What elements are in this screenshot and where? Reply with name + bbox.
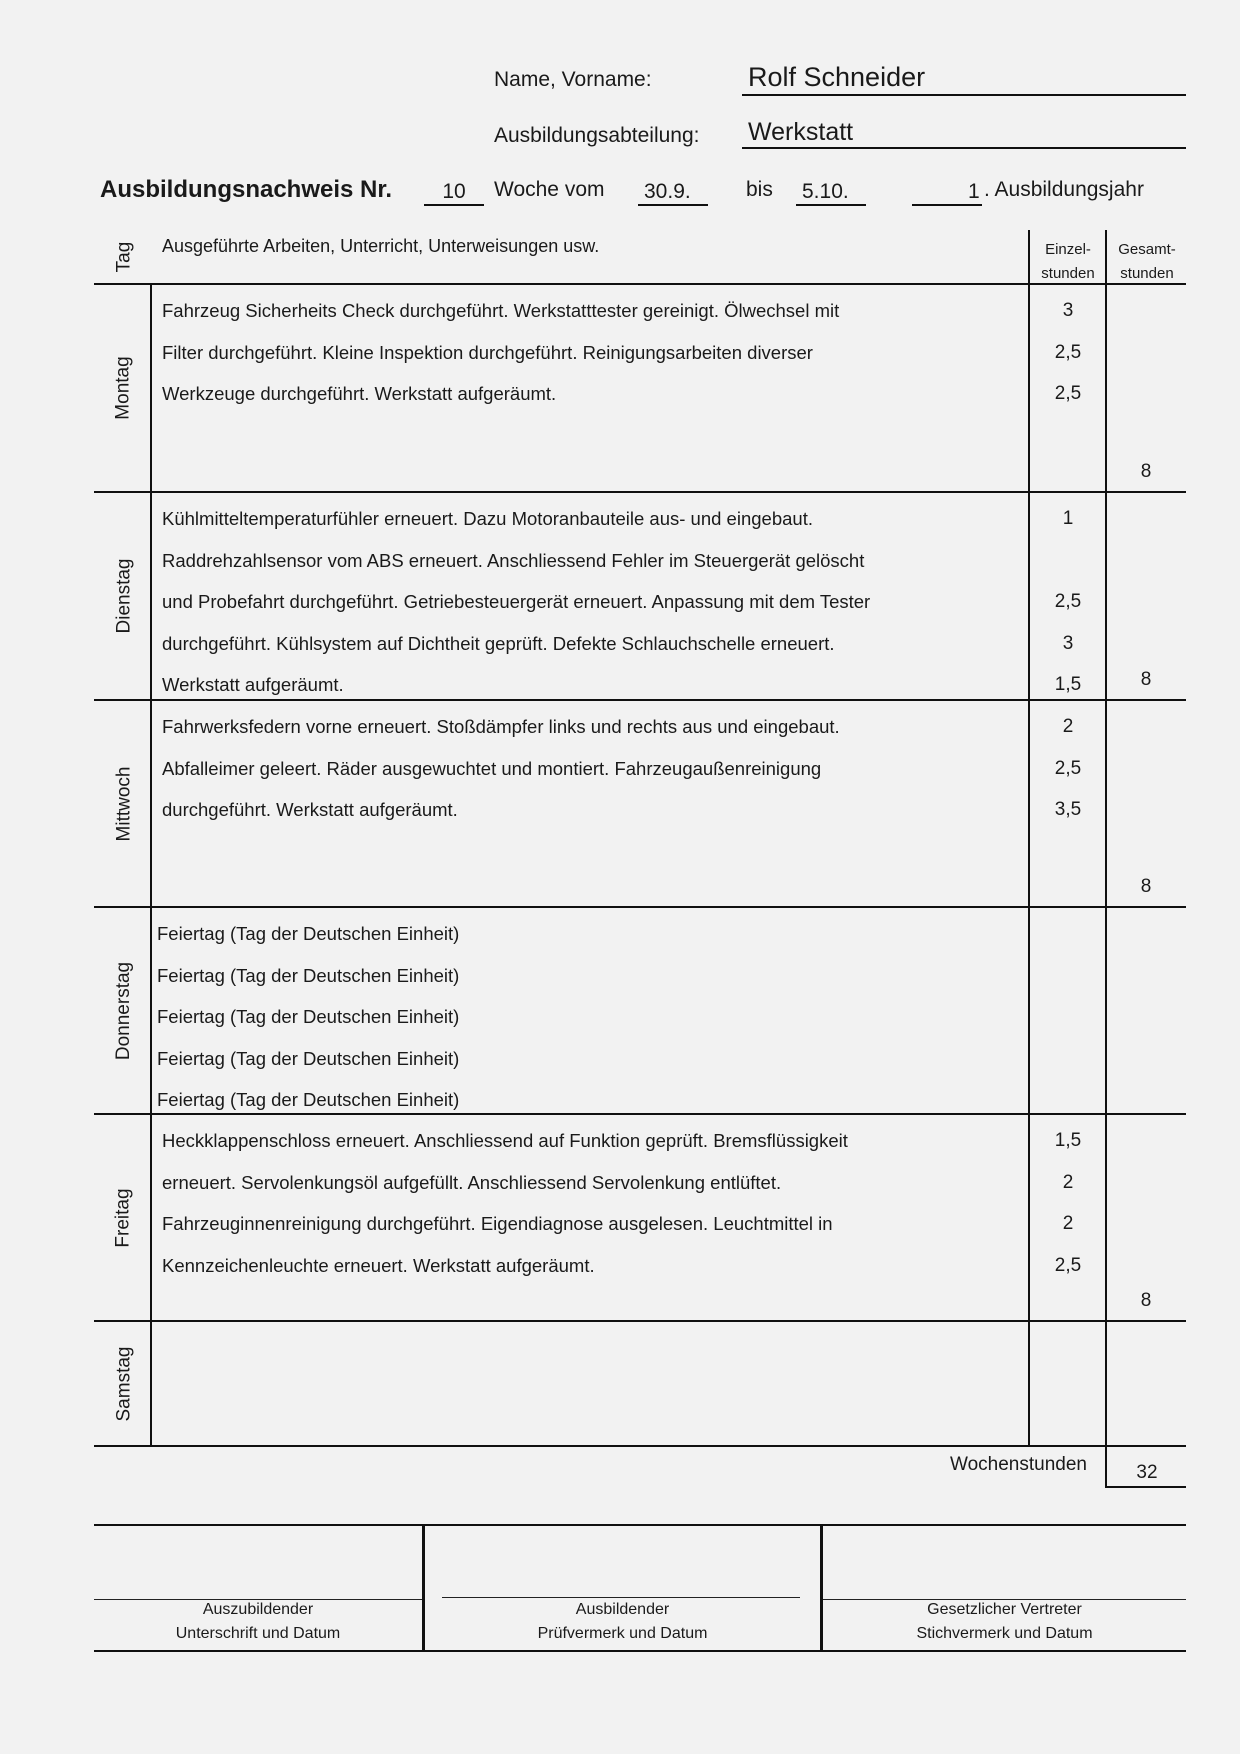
single-hours-cell[interactable]: 3,5 <box>1054 799 1082 820</box>
trainee-signature-caption: Auszubildender Unterschrift und Datum <box>175 1601 341 1642</box>
single-hours-cell[interactable]: 3 <box>1062 632 1074 654</box>
year-underline <box>912 204 982 206</box>
signature-bottom-line <box>94 1650 1186 1652</box>
signature-top-line <box>94 1524 1186 1526</box>
row-divider <box>94 283 1186 285</box>
work-entry-line[interactable]: Kühlmitteltemperaturfühler erneuert. Dazu Motoranbauteile aus- und eingebaut. <box>162 508 813 529</box>
number-underline <box>424 204 484 206</box>
training-year-label: . Ausbildungsjahr <box>984 178 1144 201</box>
week-hours-label: Wochenstunden <box>950 1454 1087 1475</box>
week-to-underline <box>796 204 866 206</box>
week-from-underline <box>638 204 708 206</box>
work-entry-line[interactable]: Feiertag (Tag der Deutschen Einheit) <box>157 1089 460 1110</box>
to-label: bis <box>746 178 773 201</box>
name-value[interactable]: Rolf Schneider <box>748 62 926 92</box>
trainer-signature-caption: Ausbildender Prüfvermerk und Datum <box>537 1601 708 1642</box>
day-label: Dienstag <box>113 558 134 634</box>
single-hours-cell[interactable]: 1,5 <box>1054 1130 1082 1151</box>
row-divider <box>94 699 1186 701</box>
week-from-value[interactable]: 30.9. <box>644 180 691 203</box>
week-hours-value: 32 <box>1136 1462 1158 1483</box>
single-hours-cell[interactable]: 2 <box>1062 1213 1074 1234</box>
table-bottom <box>94 1445 1186 1447</box>
work-entry-line[interactable]: Feiertag (Tag der Deutschen Einheit) <box>157 964 460 986</box>
single-hours-cell[interactable]: 2,5 <box>1054 591 1082 612</box>
col-day-header: Tag <box>112 241 134 273</box>
single-hours-cell[interactable]: 3 <box>1062 300 1074 321</box>
work-entry-line[interactable]: Fahrwerksfedern vorne erneuert. Stoßdämpfer links und rechts aus und eingebaut. <box>162 716 840 737</box>
total-hours-cell[interactable]: 8 <box>1140 1290 1152 1311</box>
training-year-value[interactable]: 1 <box>968 180 980 203</box>
work-entry-line[interactable]: durchgeführt. Werkstatt aufgeräumt. <box>162 799 458 820</box>
row-divider <box>94 906 1186 908</box>
day-label: Montag <box>113 356 134 420</box>
row-divider <box>94 1320 1186 1322</box>
week-hours-underline <box>1105 1486 1186 1488</box>
document-title: Ausbildungsnachweis Nr. <box>100 176 393 203</box>
work-entry-line[interactable]: Werkzeuge durchgeführt. Werkstatt aufgeräumt. <box>162 383 557 404</box>
work-entry-line[interactable]: Feiertag (Tag der Deutschen Einheit) <box>157 923 460 944</box>
single-hours-cell[interactable]: 1,5 <box>1054 674 1082 695</box>
dept-value[interactable]: Werkstatt <box>748 118 854 146</box>
work-entry-line[interactable]: Abfalleimer geleert. Räder ausgewuchtet und montiert. Fahrzeugaußenreinigung <box>162 757 822 779</box>
work-entry-line[interactable]: Fahrzeug Sicherheits Check durchgeführt. Werkstatttester gereinigt. Ölwechsel mit <box>162 300 840 321</box>
single-hours-cell[interactable]: 2,5 <box>1054 341 1082 363</box>
report-number[interactable]: 10 <box>442 180 466 203</box>
single-hours-cell[interactable]: 2 <box>1062 716 1074 737</box>
name-underline <box>742 94 1186 96</box>
name-label: Name, Vorname: <box>494 68 652 91</box>
col-work-header: Ausgeführte Arbeiten, Unterricht, Unterweisungen usw. <box>162 236 600 256</box>
single-hours-cell[interactable]: 2,5 <box>1054 383 1082 404</box>
work-entry-line[interactable]: durchgeführt. Kühlsystem auf Dichtheit geprüft. Defekte Schlauchschelle erneuert. <box>162 632 835 654</box>
work-entry-line[interactable]: Feiertag (Tag der Deutschen Einheit) <box>157 1006 460 1027</box>
week-from-label: Woche vom <box>494 178 605 201</box>
col-single-hours-header: Einzel- stunden <box>1041 241 1095 282</box>
work-entry-line[interactable]: Filter durchgeführt. Kleine Inspektion durchgeführt. Reinigungsarbeiten diverser <box>162 341 813 363</box>
row-divider <box>94 491 1186 493</box>
single-hours-cell[interactable]: 2,5 <box>1054 1254 1082 1276</box>
dept-underline <box>742 147 1186 149</box>
total-hours-cell[interactable]: 8 <box>1140 461 1152 482</box>
week-to-value[interactable]: 5.10. <box>802 180 849 203</box>
work-entry-line[interactable]: und Probefahrt durchgeführt. Getriebesteuergerät erneuert. Anpassung mit dem Tester <box>162 591 871 612</box>
guardian-signature-caption: Gesetzlicher Vertreter Stichvermerk und Datum <box>916 1601 1093 1642</box>
day-label: Donnerstag <box>113 961 135 1060</box>
day-column-border <box>150 283 152 1447</box>
total-hours-column-border <box>1105 230 1107 1488</box>
work-entry-line[interactable]: Werkstatt aufgeräumt. <box>162 674 344 695</box>
total-hours-cell[interactable]: 8 <box>1140 876 1152 897</box>
work-entry-line[interactable]: erneuert. Servolenkungsöl aufgefüllt. Anschliessend Servolenkung entlüftet. <box>162 1171 782 1193</box>
work-entry-line[interactable]: Heckklappenschloss erneuert. Anschliessend auf Funktion geprüft. Bremsflüssigkeit <box>162 1130 848 1151</box>
work-entry-line[interactable]: Raddrehzahlsensor vom ABS erneuert. Anschliessend Fehler im Steuergerät gelöscht <box>162 549 865 571</box>
work-entry-line[interactable]: Kennzeichenleuchte erneuert. Werkstatt aufgeräumt. <box>162 1254 595 1276</box>
work-entry-line[interactable]: Feiertag (Tag der Deutschen Einheit) <box>157 1047 460 1069</box>
col-total-hours-header: Gesamt- stunden <box>1118 241 1176 282</box>
single-hours-cell[interactable]: 2 <box>1062 1171 1074 1193</box>
work-entry-line[interactable]: Fahrzeuginnenreinigung durchgeführt. Eigendiagnose ausgelesen. Leuchtmittel in <box>162 1213 833 1234</box>
day-label: Samstag <box>113 1346 135 1421</box>
row-divider <box>94 1113 1186 1115</box>
dept-label: Ausbildungsabteilung: <box>494 124 700 147</box>
total-hours-cell[interactable]: 8 <box>1140 669 1152 690</box>
day-label: Freitag <box>113 1187 135 1248</box>
day-label: Mittwoch <box>113 766 134 841</box>
single-hours-cell[interactable]: 2,5 <box>1054 757 1082 779</box>
single-hours-cell[interactable]: 1 <box>1062 508 1074 529</box>
